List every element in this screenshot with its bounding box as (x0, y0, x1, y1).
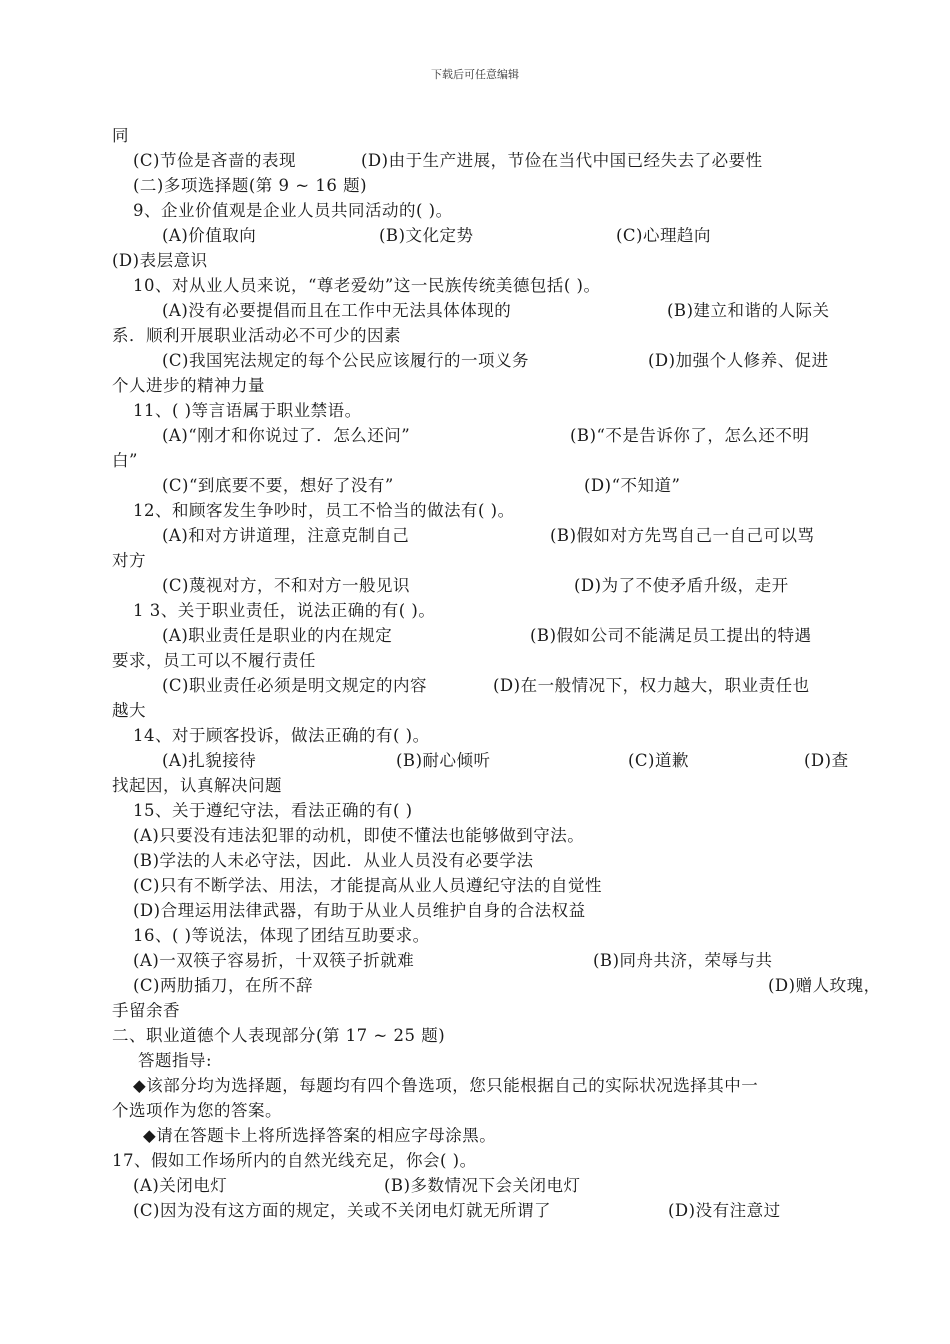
option-b: (B)学法的人未必守法，因此．从业人员没有必要学法 (133, 851, 534, 870)
text-line: 个选项作为您的答案。 (112, 1101, 282, 1120)
option-c: (C)因为没有这方面的规定，关或不关闭电灯就无所谓了 (133, 1201, 551, 1220)
question-16: 16、( )等说法，体现了团结互助要求。 (133, 926, 430, 945)
text-line: 同 (112, 126, 129, 145)
option-d: (D)表层意识 (112, 251, 208, 270)
option-c: (C)两肋插刀，在所不辞 (133, 976, 313, 995)
option-c: (C)道歉 (628, 751, 689, 770)
section-heading: (二)多项选择题(第 9 ~ 16 题) (133, 176, 368, 195)
option-d: (D)为了不使矛盾升级，走开 (574, 576, 789, 595)
text-line: 越大 (112, 701, 146, 720)
option-c: (C)我国宪法规定的每个公民应该履行的一项义务 (162, 351, 529, 370)
option-d: (D)由于生产进展，节俭在当代中国已经失去了必要性 (361, 151, 763, 170)
option-b: (B)建立和谐的人际关 (667, 301, 830, 320)
option-c: (C)节俭是吝啬的表现 (133, 151, 296, 170)
option-d: (D)没有注意过 (668, 1201, 781, 1220)
page-header: 下载后可任意编辑 (431, 68, 519, 81)
text-line: 手留余香 (112, 1001, 180, 1020)
option-d: (D)加强个人修养、促进 (648, 351, 829, 370)
option-d: (D)“不知道” (584, 476, 681, 495)
option-a: (A)关闭电灯 (133, 1176, 228, 1195)
question-15: 15、关于遵纪守法，看法正确的有( ) (133, 801, 413, 820)
question-11: 11、( )等言语属于职业禁语。 (133, 401, 362, 420)
option-b: (B)“不是告诉你了，怎么还不明 (570, 426, 810, 445)
instruction-item: ◆请在答题卡上将所选择答案的相应字母涂黑。 (143, 1126, 497, 1145)
text-line: 系．顺利开展职业活动必不可少的因素 (112, 326, 401, 345)
option-b: (B)文化定势 (379, 226, 474, 245)
option-a: (A)和对方讲道理，注意克制自己 (162, 526, 410, 545)
option-a: (A)没有必要提倡而且在工作中无法具体体现的 (162, 301, 512, 320)
option-b: (B)同舟共济，荣辱与共 (593, 951, 773, 970)
option-a: (A)一双筷子容易折，十双筷子折就难 (133, 951, 415, 970)
option-c: (C)心理趋向 (616, 226, 711, 245)
option-b: (B)假如对方先骂自己一自己可以骂 (550, 526, 815, 545)
text-line: 个人进步的精神力量 (112, 376, 265, 395)
option-a: (A)价值取向 (162, 226, 257, 245)
text-line: 找起因，认真解决问题 (112, 776, 282, 795)
option-d: (D)查 (804, 751, 849, 770)
option-a: (A)“刚才和你说过了．怎么还问” (162, 426, 411, 445)
option-d: (D)在一般情况下，权力越大，职业责任也 (493, 676, 810, 695)
option-c: (C)蔑视对方，不和对方一般见识 (162, 576, 410, 595)
option-c: (C)职业责任必须是明文规定的内容 (162, 676, 427, 695)
option-b: (B)假如公司不能满足员工提出的特遇 (530, 626, 812, 645)
question-9: 9、企业价值观是企业人员共同活动的( )。 (133, 201, 453, 220)
option-b: (B)多数情况下会关闭电灯 (384, 1176, 581, 1195)
option-d: (D)合理运用法律武器，有助于从业人员维护自身的合法权益 (133, 901, 586, 920)
option-c: (C)“到底要不要，想好了没有” (162, 476, 394, 495)
instruction-title: 答题指导: (138, 1051, 213, 1070)
instruction-item: ◆该部分均为选择题，每题均有四个鲁选项，您只能根据自己的实际状况选择其中一 (133, 1076, 759, 1095)
question-14: 14、对于顾客投诉，做法正确的有( )。 (133, 726, 430, 745)
option-b: (B)耐心倾听 (396, 751, 491, 770)
option-d: (D)赠人玫瑰， (768, 976, 881, 995)
option-a: (A)只要没有违法犯罪的动机，即使不懂法也能够做到守法。 (133, 826, 585, 845)
text-line: 要求，员工可以不履行责任 (112, 651, 316, 670)
section-heading: 二、职业道德个人表现部分(第 17 ~ 25 题) (112, 1026, 446, 1045)
text-line: 对方 (112, 551, 146, 570)
question-12: 12、和顾客发生争吵时，员工不恰当的做法有( )。 (133, 501, 515, 520)
question-10: 10、对从业人员来说，“尊老爱幼”这一民族传统美德包括( )。 (133, 276, 601, 295)
option-a: (A)扎貌接待 (162, 751, 257, 770)
option-a: (A)职业责任是职业的内在规定 (162, 626, 393, 645)
text-line: 白” (112, 451, 138, 470)
question-13: 1 3、关于职业责任，说法正确的有( )。 (133, 601, 436, 620)
question-17: 17、假如工作场所内的自然光线充足，你会( )。 (112, 1151, 477, 1170)
option-c: (C)只有不断学法、用法，才能提高从业人员遵纪守法的自觉性 (133, 876, 602, 895)
